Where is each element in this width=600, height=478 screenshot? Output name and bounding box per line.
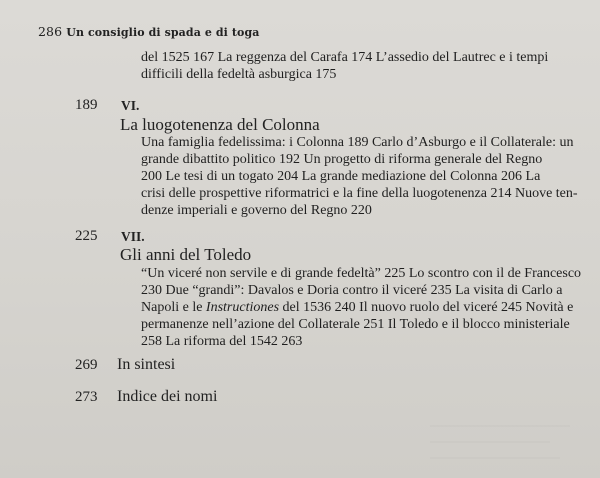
contents-line: “Un viceré non servile e di grande fedeltà” 225 Lo scontro con il de Francesco — [141, 266, 582, 281]
contents-text: del 1536 240 Il nuovo ruolo del viceré 245 Novità e — [282, 300, 574, 315]
contents-line: 258 La riforma del 1542 263 — [141, 334, 303, 349]
contents-line: 230 Due “grandi”: Davalos e Doria contro il viceré 235 La visita di Carlo a — [141, 283, 563, 298]
chapter-vi-number: VI. — [121, 98, 140, 113]
contents-line: grande dibattito politico 192 Un progetto di riforma generale del Regno — [141, 152, 543, 167]
running-head — [38, 24, 260, 39]
chapter-vi-contents — [141, 134, 581, 219]
contents-line: 200 Le tesi di un togato 204 La grande mediazione del Colonna 206 La — [141, 169, 541, 184]
italic-title: Instructiones — [205, 300, 280, 315]
indice-page: 273 — [75, 389, 98, 405]
chapter-vi-page: 189 — [75, 97, 98, 113]
in-sintesi-page: 269 — [75, 357, 98, 373]
continuation-line: del 1525 167 La reggenza del Carafa 174 L’assedio del Lautrec e i tempi — [141, 50, 549, 65]
chapter-vi-title: La luogotenenza del Colonna — [120, 115, 320, 134]
show-through-line — [430, 441, 550, 443]
contents-line: crisi delle prospettive riformatrici e la fine della luogotenenza 214 Nuove ten- — [141, 186, 578, 201]
chapter-vii-contents — [141, 265, 581, 350]
running-head-title: Un consiglio di spada e di toga — [66, 26, 260, 39]
chapter-vii-page: 225 — [75, 228, 98, 244]
continuation-block — [141, 49, 581, 83]
contents-line: denze imperiali e governo del Regno 220 — [141, 203, 372, 218]
contents-text: Napoli e le — [141, 300, 203, 315]
chapter-vii-number: VII. — [121, 229, 145, 244]
indice-title: Indice dei nomi — [117, 388, 218, 405]
show-through-line — [430, 457, 560, 459]
contents-line: permanenze nell’azione del Collaterale 251 Il Toledo e il blocco ministeriale — [141, 317, 570, 332]
page-number: 286 — [38, 24, 63, 39]
contents-line: Una famiglia fedelissima: i Colonna 189 Carlo d’Asburgo e il Collaterale: un — [141, 135, 574, 150]
contents-line — [141, 299, 581, 316]
show-through-line — [430, 425, 570, 427]
in-sintesi-title: In sintesi — [117, 356, 176, 373]
chapter-vii-title: Gli anni del Toledo — [120, 245, 252, 264]
continuation-line: difficili della fedeltà asburgica 175 — [141, 67, 337, 82]
